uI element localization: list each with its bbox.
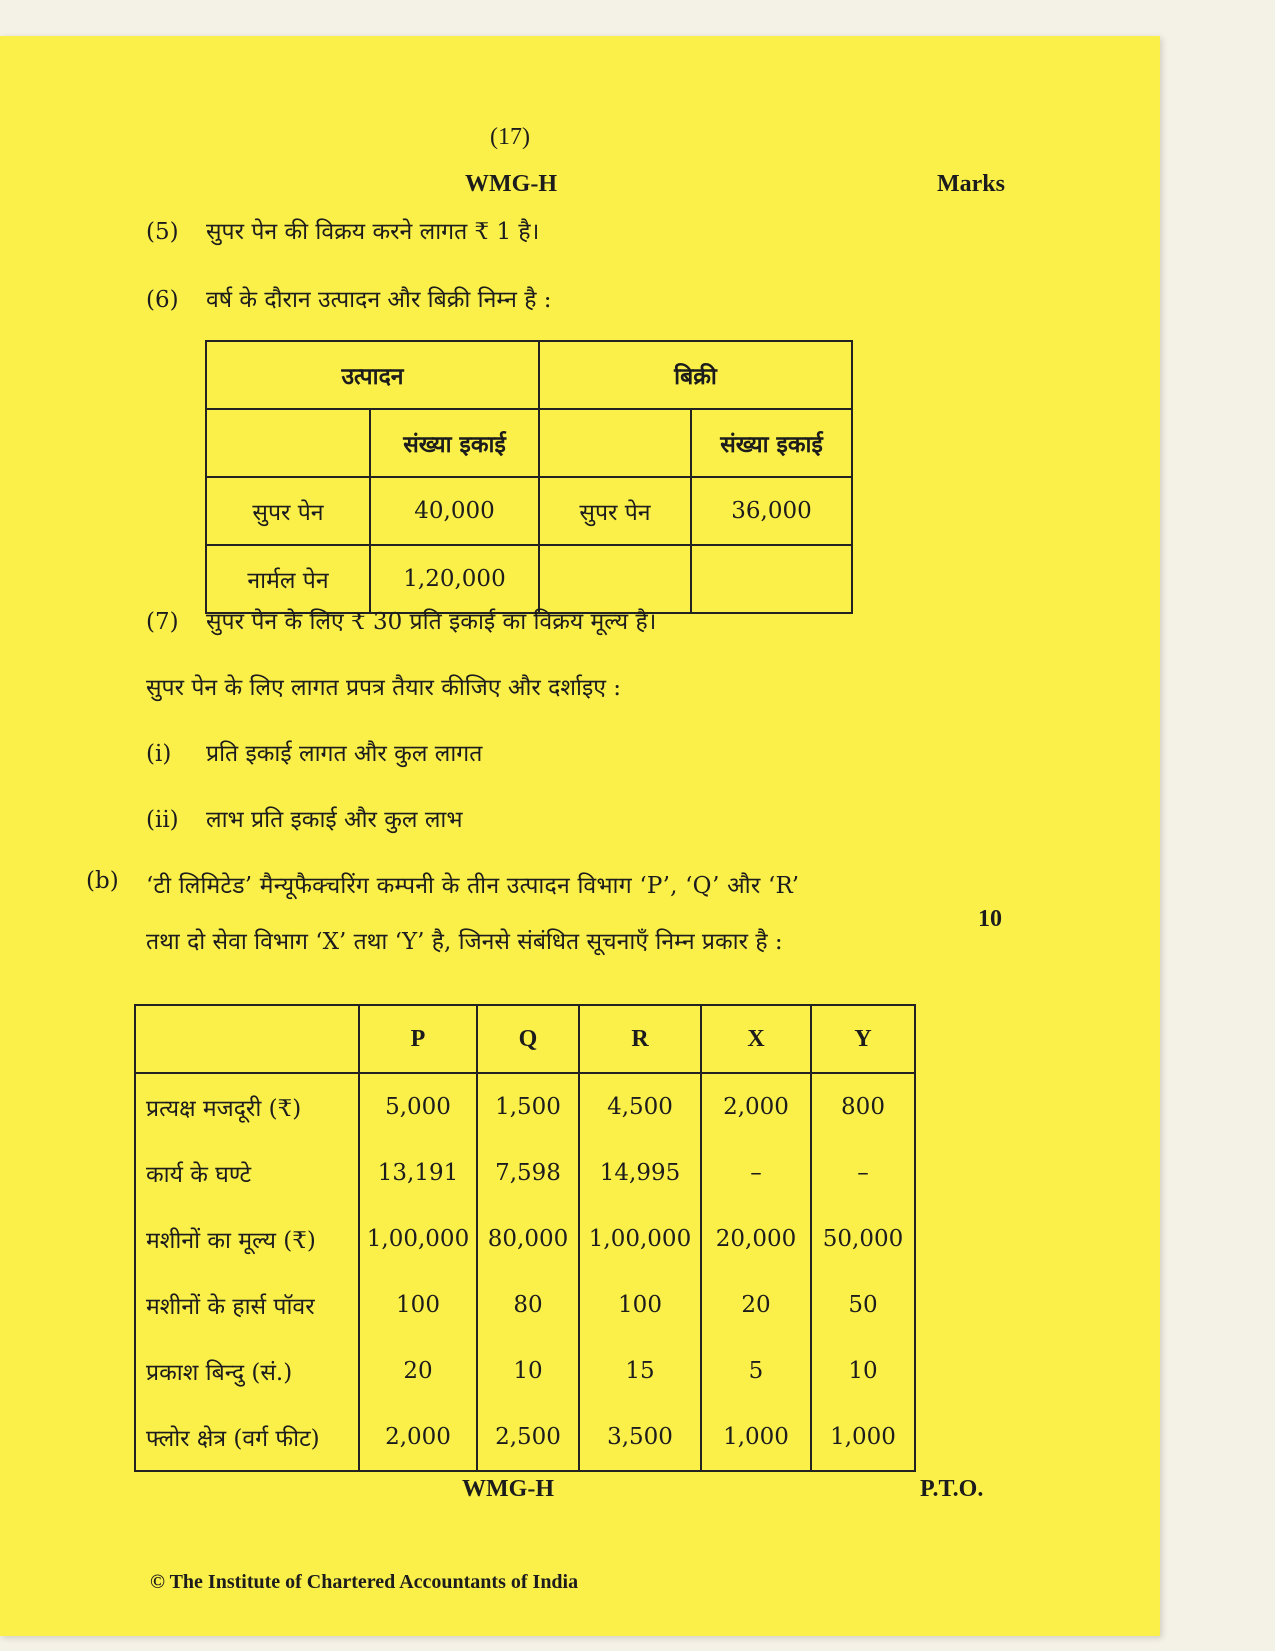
empty-cell [206,409,370,477]
cell-y: 50 [811,1272,915,1338]
empty-cell [539,545,691,613]
header-code: WMG-H [465,171,557,197]
sub-item-ii-number: (ii) [146,807,179,833]
empty-cell [135,1005,359,1073]
cell-x: – [701,1140,811,1206]
cell-x: 1,000 [701,1404,811,1471]
cell-r: 14,995 [579,1140,701,1206]
cell-y: – [811,1140,915,1206]
item-6-text: वर्ष के दौरान उत्पादन और बिक्री निम्न है : [206,287,552,313]
row-label: प्रत्यक्ष मजदूरी (₹) [135,1073,359,1140]
marks-heading: Marks [937,171,1005,197]
row-label: फ्लोर क्षेत्र (वर्ग फीट) [135,1404,359,1471]
item-5-text: सुपर पेन की विक्रय करने लागत ₹ 1 है। [206,219,540,245]
item-6-number: (6) [146,287,179,313]
pto-label: P.T.O. [920,1476,984,1502]
item-7-text: सुपर पेन के लिए ₹ 30 प्रति इकाई का विक्रय मूल्य है। [206,609,657,635]
cell-r: 100 [579,1272,701,1338]
row-label: मशीनों का मूल्य (₹) [135,1206,359,1272]
sub-item-ii [146,802,463,834]
row1-product: सुपर पेन [206,477,370,545]
row-label: कार्य के घण्टे [135,1140,359,1206]
row1-production-units: 40,000 [370,477,539,545]
row1-sales-units: 36,000 [691,477,852,545]
empty-cell [539,409,691,477]
cell-y: 800 [811,1073,915,1140]
col-header-x: X [701,1005,811,1073]
sub-item-i-number: (i) [146,741,172,767]
cell-p: 13,191 [359,1140,477,1206]
item-7 [146,604,656,636]
cell-p: 1,00,000 [359,1206,477,1272]
row-label: मशीनों के हार्स पॉवर [135,1272,359,1338]
item-5-number: (5) [146,219,179,245]
col-header-r: R [579,1005,701,1073]
item-5 [146,214,539,246]
cell-y: 1,000 [811,1404,915,1471]
production-sales-table [205,340,853,614]
sales-header: बिक्री [539,341,852,409]
row2-product: नार्मल पेन [206,545,370,613]
cell-q: 80 [477,1272,579,1338]
sales-units-header: संख्या इकाई [691,409,852,477]
cell-r: 1,00,000 [579,1206,701,1272]
cell-x: 5 [701,1338,811,1404]
cell-q: 10 [477,1338,579,1404]
row-label: प्रकाश बिन्दु (सं.) [135,1338,359,1404]
footer-code: WMG-H [462,1476,554,1502]
sub-item-i [146,736,482,768]
row2-production-units: 1,20,000 [370,545,539,613]
production-units-header: संख्या इकाई [370,409,539,477]
cell-p: 5,000 [359,1073,477,1140]
row1-sales-product: सुपर पेन [539,477,691,545]
cell-r: 15 [579,1338,701,1404]
cell-p: 100 [359,1272,477,1338]
page-number: (17) [490,124,530,150]
part-b-line2: तथा दो सेवा विभाग ‘X’ तथा ‘Y’ है, जिनसे संबंधित सूचनाएँ निम्न प्रकार है : [146,929,783,955]
empty-cell [691,545,852,613]
instruction: सुपर पेन के लिए लागत प्रपत्र तैयार कीजिए और दर्शाइए : [146,675,622,701]
cell-q: 80,000 [477,1206,579,1272]
col-header-y: Y [811,1005,915,1073]
cell-y: 50,000 [811,1206,915,1272]
cell-p: 2,000 [359,1404,477,1471]
col-header-q: Q [477,1005,579,1073]
cell-x: 20 [701,1272,811,1338]
department-table [134,1004,916,1472]
part-b-label: (b) [86,868,119,894]
cell-x: 20,000 [701,1206,811,1272]
cell-q: 2,500 [477,1404,579,1471]
cell-r: 4,500 [579,1073,701,1140]
cell-r: 3,500 [579,1404,701,1471]
part-b-marks: 10 [978,906,1002,932]
sub-item-i-text: प्रति इकाई लागत और कुल लागत [206,741,483,767]
exam-page [0,36,1160,1636]
cell-q: 1,500 [477,1073,579,1140]
production-header: उत्पादन [206,341,539,409]
cell-p: 20 [359,1338,477,1404]
cell-q: 7,598 [477,1140,579,1206]
col-header-p: P [359,1005,477,1073]
part-b-line1: ‘टी लिमिटेड’ मैन्यूफैक्चरिंग कम्पनी के तीन उत्पादन विभाग ‘P’, ‘Q’ और ‘R’ [146,873,800,899]
cell-y: 10 [811,1338,915,1404]
cell-x: 2,000 [701,1073,811,1140]
copyright-notice: © The Institute of Chartered Accountants of India [150,1571,579,1593]
item-6 [146,282,552,314]
sub-item-ii-text: लाभ प्रति इकाई और कुल लाभ [206,807,463,833]
item-7-number: (7) [146,609,179,635]
